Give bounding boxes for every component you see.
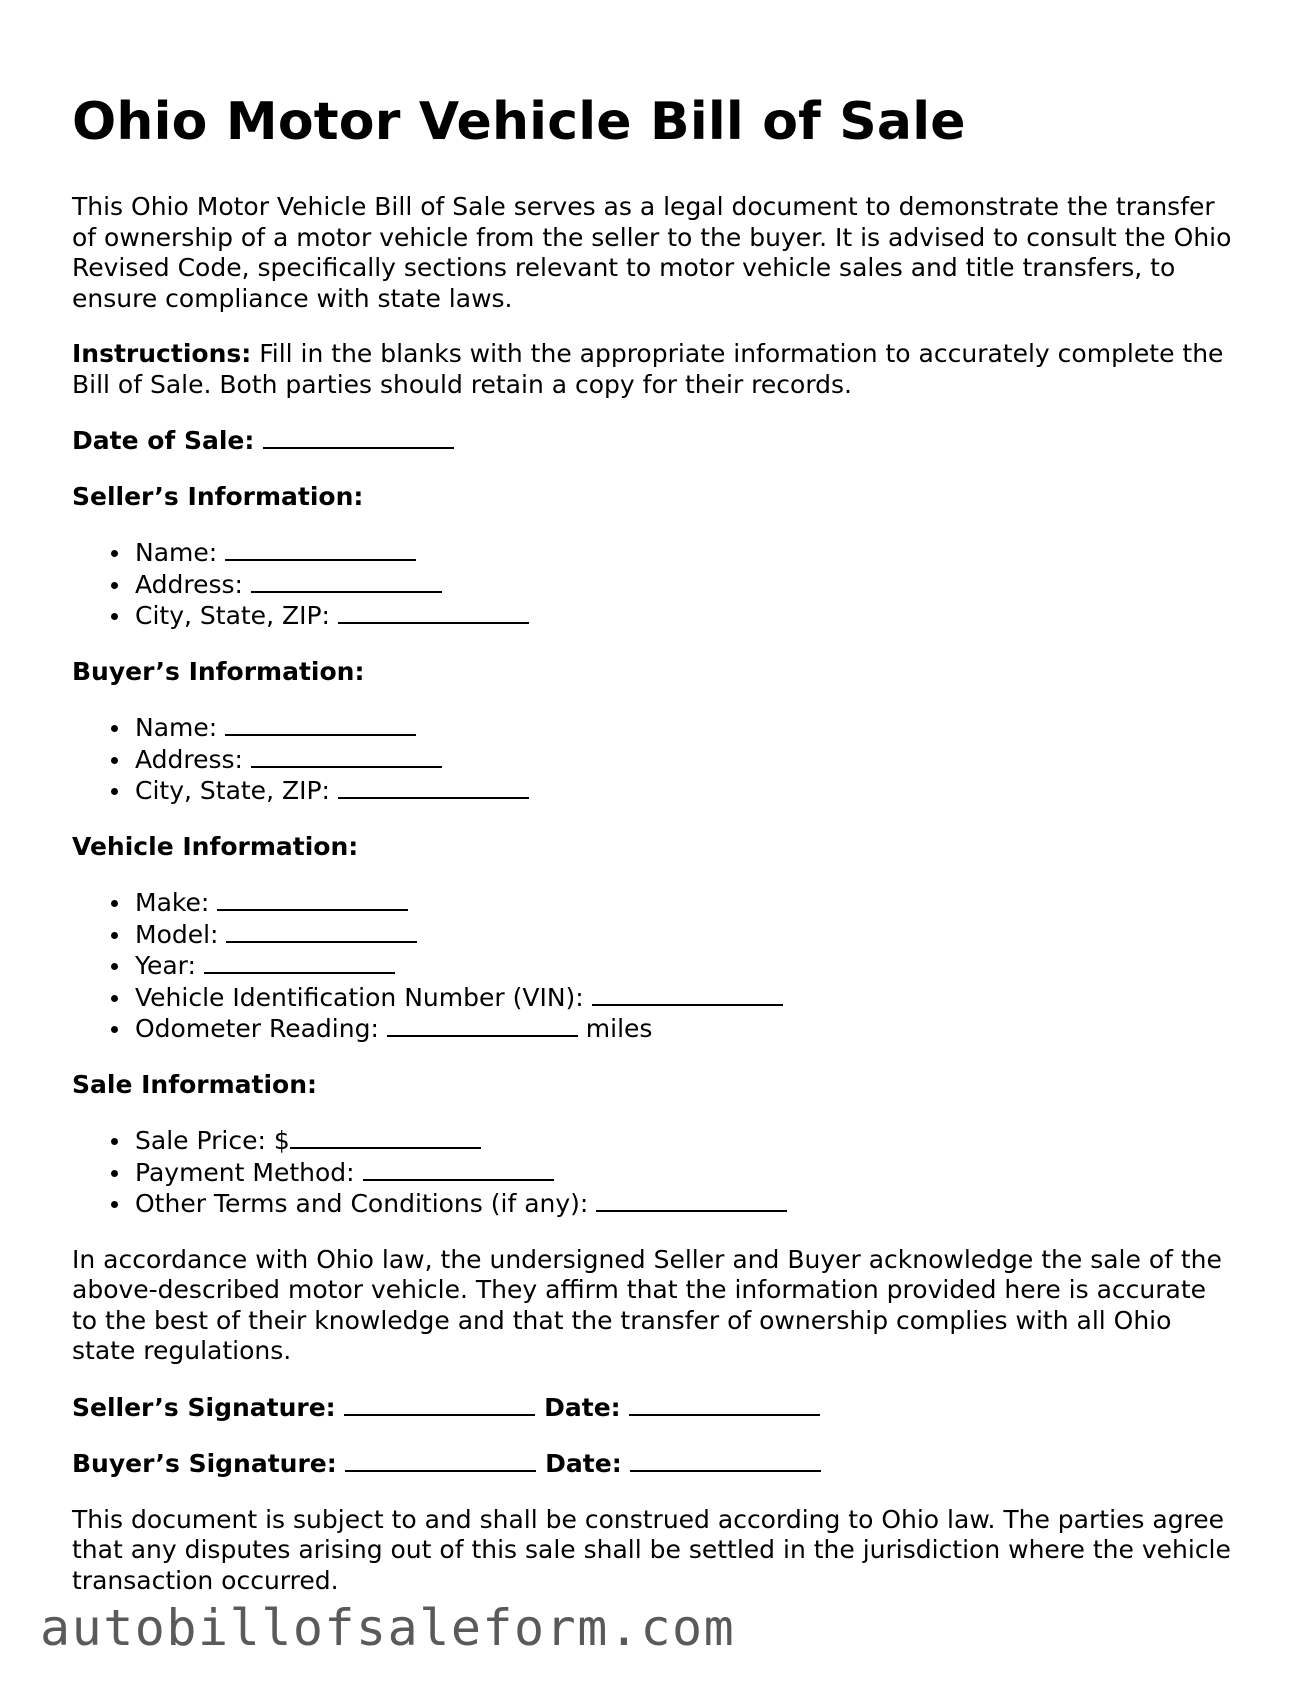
list-item — [135, 950, 1232, 982]
vehicle-odometer-label: Odometer Reading: — [135, 1014, 379, 1043]
vehicle-heading: Vehicle Information: — [72, 831, 359, 861]
buyer-date-label: Date: — [545, 1449, 622, 1478]
list-item — [135, 1157, 1232, 1189]
vehicle-make-blank[interactable] — [217, 887, 408, 911]
list-item — [135, 600, 1232, 632]
sale-price-blank[interactable] — [290, 1125, 481, 1149]
watermark: autobillofsaleform.com — [40, 1599, 736, 1657]
document — [72, 86, 1232, 1596]
seller-date-label: Date: — [544, 1392, 621, 1422]
vehicle-vin-label: Vehicle Identification Number (VIN): — [135, 982, 584, 1012]
seller-city-label: City, State, ZIP: — [135, 601, 330, 630]
buyer-name-label: Name: — [135, 713, 218, 742]
seller-signature-line — [72, 1392, 1232, 1424]
list-item — [135, 775, 1232, 807]
other-terms-blank[interactable] — [596, 1188, 787, 1212]
date-of-sale-blank[interactable] — [263, 425, 454, 449]
vehicle-vin-blank[interactable] — [592, 982, 783, 1006]
vehicle-year-blank[interactable] — [204, 950, 395, 974]
list-item — [135, 887, 1232, 919]
buyer-signature-blank[interactable] — [345, 1448, 536, 1472]
seller-city-blank[interactable] — [338, 600, 529, 624]
seller-address-label: Address: — [135, 569, 243, 599]
vehicle-model-blank[interactable] — [226, 919, 417, 943]
seller-heading: Seller’s Information: — [72, 481, 364, 511]
seller-name-blank[interactable] — [225, 537, 416, 561]
list-item — [135, 919, 1232, 951]
acknowledgment-paragraph: In accordance with Ohio law, the undersigned Seller and Buyer acknowledge the sale of the above-described motor vehicle. They affirm that the information provided here is accurate to the best of their knowledge and that the transfer of ownership complies with all Ohio state regulations. — [72, 1244, 1222, 1365]
date-of-sale-label: Date of Sale: — [72, 426, 255, 455]
list-item — [135, 1013, 1232, 1045]
payment-method-label: Payment Method: — [135, 1157, 355, 1187]
buyer-city-label: City, State, ZIP: — [135, 776, 330, 805]
buyer-name-blank[interactable] — [225, 712, 416, 736]
sale-price-label: Sale Price: $ — [135, 1126, 290, 1155]
list-item — [135, 744, 1232, 776]
list-item — [135, 1125, 1232, 1157]
buyer-heading: Buyer’s Information: — [72, 656, 365, 686]
governing-law-paragraph: This document is subject to and shall be construed according to Ohio law. The parties agree that any disputes arising out of this sale shall be settled in the jurisdiction where the vehicle transaction occurred. — [72, 1504, 1231, 1595]
instructions-label: Instructions: — [72, 339, 252, 368]
seller-date-blank[interactable] — [629, 1392, 820, 1416]
buyer-address-label: Address: — [135, 744, 243, 774]
odometer-unit: miles — [585, 1014, 653, 1043]
buyer-date-blank[interactable] — [630, 1448, 821, 1472]
seller-name-label: Name: — [135, 538, 218, 567]
vehicle-year-label: Year: — [135, 951, 196, 980]
date-of-sale-line — [72, 425, 1232, 457]
list-item — [135, 712, 1232, 744]
vehicle-model-label: Model: — [135, 919, 219, 949]
vehicle-fields — [72, 887, 1232, 1045]
document-title: Ohio Motor Vehicle Bill of Sale — [72, 92, 966, 152]
list-item — [135, 982, 1232, 1014]
intro-paragraph: This Ohio Motor Vehicle Bill of Sale serves as a legal document to demonstrate the transfer of ownership of a motor vehicle from the seller to the buyer. It is advised to consult the Ohio Revised Code, specifically sections relevant to motor vehicle sales and title transfers, to ensure compliance with state laws. — [72, 192, 1232, 313]
vehicle-odometer-blank[interactable] — [387, 1013, 578, 1037]
list-item — [135, 537, 1232, 569]
seller-address-blank[interactable] — [251, 569, 442, 593]
seller-signature-label: Seller’s Signature: — [72, 1392, 336, 1422]
list-item — [135, 1188, 1232, 1220]
buyer-fields — [72, 712, 1232, 807]
sale-fields — [72, 1125, 1232, 1220]
instructions-text: Fill in the blanks with the appropriate information to accurately complete the Bill of Sale. Both parties should retain a copy for their records. — [72, 339, 1224, 399]
buyer-address-blank[interactable] — [251, 744, 442, 768]
buyer-signature-line — [72, 1448, 1232, 1480]
payment-method-blank[interactable] — [363, 1157, 554, 1181]
buyer-city-blank[interactable] — [338, 775, 529, 799]
seller-signature-blank[interactable] — [344, 1392, 535, 1416]
seller-fields — [72, 537, 1232, 632]
buyer-signature-label: Buyer’s Signature: — [72, 1449, 337, 1478]
other-terms-label: Other Terms and Conditions (if any): — [135, 1189, 589, 1218]
sale-heading: Sale Information: — [72, 1069, 317, 1099]
vehicle-make-label: Make: — [135, 888, 210, 917]
list-item — [135, 569, 1232, 601]
instructions-paragraph — [72, 339, 1232, 400]
